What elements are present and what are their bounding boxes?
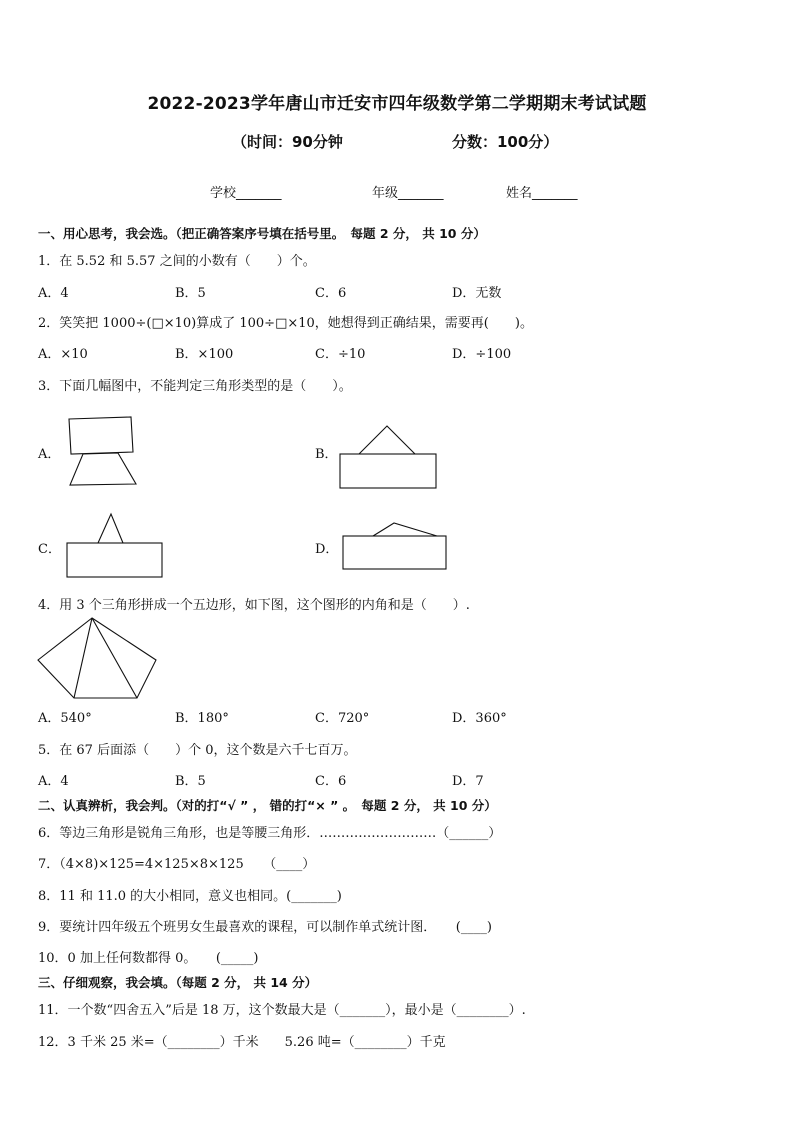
q5-option-b: B．5	[175, 774, 206, 789]
figure-c-triangle	[98, 514, 123, 543]
q1-option-c: C．6	[315, 286, 347, 301]
question-7: 7．（4×8)×125=4×125×8×125 （____）	[38, 857, 316, 872]
question-2: 2．笑笑把 1000÷(□×10)算成了 100÷□×10，她想得到正确结果，需要再( )。	[38, 316, 533, 331]
q5-option-a: A．4	[38, 774, 69, 789]
question-6: 6．等边三角形是锐角三角形，也是等腰三角形．………………………（______）	[38, 826, 502, 841]
q3-figure-d	[338, 516, 453, 578]
question-3: 3．下面几幅图中，不能判定三角形类型的是（ ）。	[38, 379, 352, 394]
figure-a-trapezoid	[70, 453, 136, 485]
q5-option-d: D．7	[452, 774, 484, 789]
q3-label-d: D．	[315, 542, 339, 557]
q3-figure-b	[335, 418, 445, 493]
question-9: 9．要统计四年级五个班男女生最喜欢的课程，可以制作单式统计图． (____)	[38, 920, 492, 935]
q1-option-d: D．无数	[452, 286, 502, 301]
q3-label-c: C．	[38, 542, 61, 557]
q4-option-b: B．180°	[175, 711, 229, 726]
question-10: 10．0 加上任何数都得 0。 (_____)	[38, 951, 259, 966]
figure-b-rectangle	[340, 454, 436, 488]
section-2-heading: 二、认真辨析，我会判。（对的打“√ ” ， 错的打“× ” 。 每题 2 分， 共 10 分）	[38, 798, 497, 813]
q3-label-a: A．	[38, 447, 61, 462]
figure-d-triangle	[373, 523, 437, 536]
question-11: 11．一个数“四舍五入”后是 18 万，这个数最大是（_______），最小是（________）.	[38, 1003, 526, 1018]
question-8: 8．11 和 11.0 的大小相同，意义也相同。(_______)	[38, 889, 342, 904]
q3-label-b: B．	[315, 447, 338, 462]
q3-figure-a	[60, 412, 150, 492]
school-field: 学校_______	[210, 186, 282, 201]
name-field: 姓名_______	[506, 186, 578, 201]
figure-d-rectangle	[343, 536, 446, 569]
q3-figure-c	[62, 510, 172, 582]
q4-option-a: A．540°	[38, 711, 92, 726]
q4-option-c: C．720°	[315, 711, 370, 726]
q1-option-a: A．4	[38, 286, 69, 301]
q1-option-b: B．5	[175, 286, 206, 301]
section-3-heading: 三、仔细观察，我会填。（每题 2 分， 共 14 分）	[38, 975, 318, 990]
q5-option-c: C．6	[315, 774, 347, 789]
question-12: 12．3 千米 25 米=（________）千米 5.26 吨=（________）千克	[38, 1035, 446, 1050]
q2-option-a: A．×10	[38, 347, 88, 362]
section-1-heading: 一、用心思考，我会选。（把正确答案序号填在括号里。 每题 2 分， 共 10 分）	[38, 226, 486, 241]
figure-a-rectangle	[69, 417, 133, 454]
figure-b-triangle	[359, 426, 415, 454]
pentagon-diagonal-2	[92, 618, 137, 698]
q4-pentagon-figure	[34, 614, 164, 704]
q2-option-c: C．÷10	[315, 347, 366, 362]
figure-c-rectangle	[67, 543, 162, 577]
page-title: 2022-2023学年唐山市迁安市四年级数学第二学期期末考试试题	[147, 94, 647, 114]
question-5: 5．在 67 后面添（ ）个 0，这个数是六千七百万。	[38, 743, 357, 758]
q2-option-b: B．×100	[175, 347, 234, 362]
exam-time: （时间：90分钟	[232, 133, 343, 151]
q4-option-d: D．360°	[452, 711, 507, 726]
question-1: 1．在 5.52 和 5.57 之间的小数有（ ）个。	[38, 254, 316, 269]
pentagon-outline	[38, 618, 156, 698]
grade-field: 年级_______	[372, 186, 444, 201]
exam-score: 分数：100分）	[452, 133, 559, 151]
question-4: 4．用 3 个三角形拼成一个五边形，如下图，这个图形的内角和是（ ）.	[38, 598, 470, 613]
q2-option-d: D．÷100	[452, 347, 512, 362]
